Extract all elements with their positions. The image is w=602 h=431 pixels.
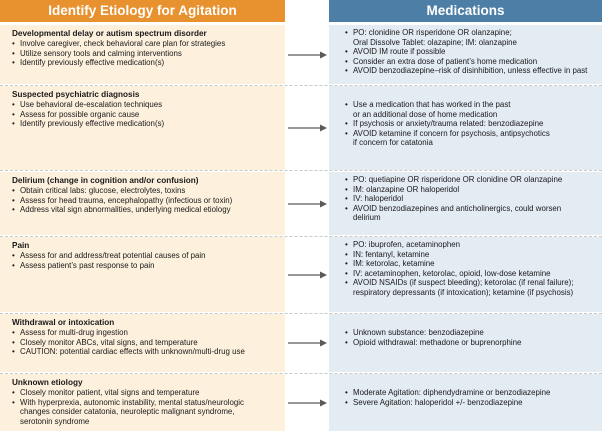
flow-row xyxy=(0,172,602,235)
medication-item: • IM: olanzapine OR haloperidol xyxy=(345,185,596,195)
etiology-box xyxy=(0,86,285,170)
etiology-action-item: • Use behavioral de-escalation techniques xyxy=(12,100,277,110)
medications-list xyxy=(345,100,596,148)
arrow-right-icon xyxy=(286,199,328,209)
medication-item: • AVOID benzodiazepines and anticholinergics, could worsen delirium xyxy=(345,204,596,223)
etiology-box xyxy=(0,314,285,372)
etiology-action-item: • With hyperprexia, autonomic instability, mental status/neurologic changes consider catatonia, neuroleptic malignant syndrome, serotonin syndrome xyxy=(12,398,277,427)
medication-item: • Severe Agitation: haloperidol +/- benzodiazepine xyxy=(345,398,596,408)
arrow-right-icon xyxy=(286,398,328,408)
medication-item: • Consider an extra dose of patient’s home medication xyxy=(345,57,596,67)
medication-item: • Unknown substance: benzodiazepine xyxy=(345,328,596,338)
arrow-head xyxy=(320,52,327,59)
etiology-action-item: • Utilize sensory tools and calming interventions xyxy=(12,49,277,59)
medication-item: • Use a medication that has worked in the past or an additional dose of home medication xyxy=(345,100,596,119)
medications-box xyxy=(329,237,602,312)
medication-item: • AVOID NSAIDs (if suspect bleeding); ketorolac (if renal failure); respiratory depressants (if intoxication); ketamine (if psychosis) xyxy=(345,278,596,297)
medication-item: • If psychosis or anxiety/trauma related: benzodiazepine xyxy=(345,119,596,129)
etiology-title: Suspected psychiatric diagnosis xyxy=(12,90,140,99)
medications-list xyxy=(345,240,596,298)
etiology-action-item: • Obtain critical labs: glucose, electrolytes, toxins xyxy=(12,186,277,196)
medication-item: • AVOID IM route if possible xyxy=(345,47,596,57)
medications-list xyxy=(345,388,596,407)
arrow-right-icon xyxy=(286,123,328,133)
flow-row xyxy=(0,86,602,170)
medication-item: • Opioid withdrawal: methadone or buprenorphine xyxy=(345,338,596,348)
etiology-title: Developmental delay or autism spectrum disorder xyxy=(12,29,207,38)
etiology-title: Pain xyxy=(12,241,30,250)
flow-row xyxy=(0,374,602,431)
medications-box xyxy=(329,25,602,84)
medications-header: Medications xyxy=(329,0,602,22)
etiology-title: Delirium (change in cognition and/or confusion) xyxy=(12,176,199,185)
medication-item: • AVOID ketamine if concern for psychosis, antipsychotics if concern for catatonia xyxy=(345,129,596,148)
etiology-actions-list xyxy=(12,251,277,270)
etiology-action-item: • Closely monitor patient, vital signs and temperature xyxy=(12,388,277,398)
etiology-action-item: • Assess for multi-drug ingestion xyxy=(12,328,277,338)
flow-row xyxy=(0,25,602,84)
etiology-action-item: • Identify previously effective medication(s) xyxy=(12,58,277,68)
etiology-action-item: • Assess for head trauma, encephalopathy (infectious or toxin) xyxy=(12,196,277,206)
row-divider xyxy=(0,313,602,314)
etiology-action-item: • Assess for possible organic cause xyxy=(12,110,277,120)
flow-row xyxy=(0,314,602,372)
medication-item: • PO: ibuprofen, acetaminophen xyxy=(345,240,596,250)
medications-box xyxy=(329,86,602,170)
etiology-action-item: • CAUTION: potential cardiac effects with unknown/multi-drug use xyxy=(12,347,277,357)
medication-item: • PO: quetiapine OR risperidone OR clonidine OR olanzapine xyxy=(345,175,596,185)
arrow-right-icon xyxy=(286,270,328,280)
row-divider xyxy=(0,373,602,374)
etiology-box xyxy=(0,172,285,235)
etiology-action-item: • Involve caregiver, check behavioral care plan for strategies xyxy=(12,39,277,49)
row-divider xyxy=(0,85,602,86)
etiology-actions-list xyxy=(12,100,277,129)
etiology-box xyxy=(0,237,285,312)
medications-list xyxy=(345,328,596,347)
etiology-box xyxy=(0,374,285,431)
medications-list xyxy=(345,28,596,76)
arrow-head xyxy=(320,272,327,279)
etiology-title: Unknown etiology xyxy=(12,378,83,387)
medications-list xyxy=(345,175,596,223)
medication-item: • IV: haloperidol xyxy=(345,194,596,204)
etiology-header: Identify Etiology for Agitation xyxy=(0,0,285,22)
etiology-actions-list xyxy=(12,388,277,426)
etiology-action-item: • Identify previously effective medication(s) xyxy=(12,119,277,129)
arrow-head xyxy=(320,201,327,208)
etiology-actions-list xyxy=(12,186,277,215)
etiology-actions-list xyxy=(12,39,277,68)
medication-item: • AVOID benzodiazepine–risk of disinhibition, unless effective in past xyxy=(345,66,596,76)
etiology-action-item: • Assess patient’s past response to pain xyxy=(12,261,277,271)
arrow-head xyxy=(320,125,327,132)
medication-item: • IV: acetaminophen, ketorolac, opioid, low-dose ketamine xyxy=(345,269,596,279)
etiology-action-item: • Closely monitor ABCs, vital signs, and temperature xyxy=(12,338,277,348)
arrow-head xyxy=(320,400,327,407)
medication-item: • IM: ketorolac, ketamine xyxy=(345,259,596,269)
medication-item: • PO: clonidine OR risperidone OR olanzapine; Oral Dissolve Tablet: olazapine; IM: olanzapine xyxy=(345,28,596,47)
medications-box xyxy=(329,172,602,235)
flow-row xyxy=(0,237,602,312)
medication-item: • Moderate Agitation: diphendydramine or benzodiazepine xyxy=(345,388,596,398)
medications-box xyxy=(329,374,602,431)
arrow-right-icon xyxy=(286,338,328,348)
row-divider xyxy=(0,236,602,237)
etiology-actions-list xyxy=(12,328,277,357)
medications-box xyxy=(329,314,602,372)
arrow-head xyxy=(320,340,327,347)
row-divider xyxy=(0,170,602,171)
medication-item: • IN: fentanyl, ketamine xyxy=(345,250,596,260)
etiology-title: Withdrawal or intoxication xyxy=(12,318,115,327)
etiology-action-item: • Assess for and address/treat potential causes of pain xyxy=(12,251,277,261)
etiology-action-item: • Address vital sign abnormalities, underlying medical etiology xyxy=(12,205,277,215)
arrow-right-icon xyxy=(286,50,328,60)
etiology-box xyxy=(0,25,285,84)
